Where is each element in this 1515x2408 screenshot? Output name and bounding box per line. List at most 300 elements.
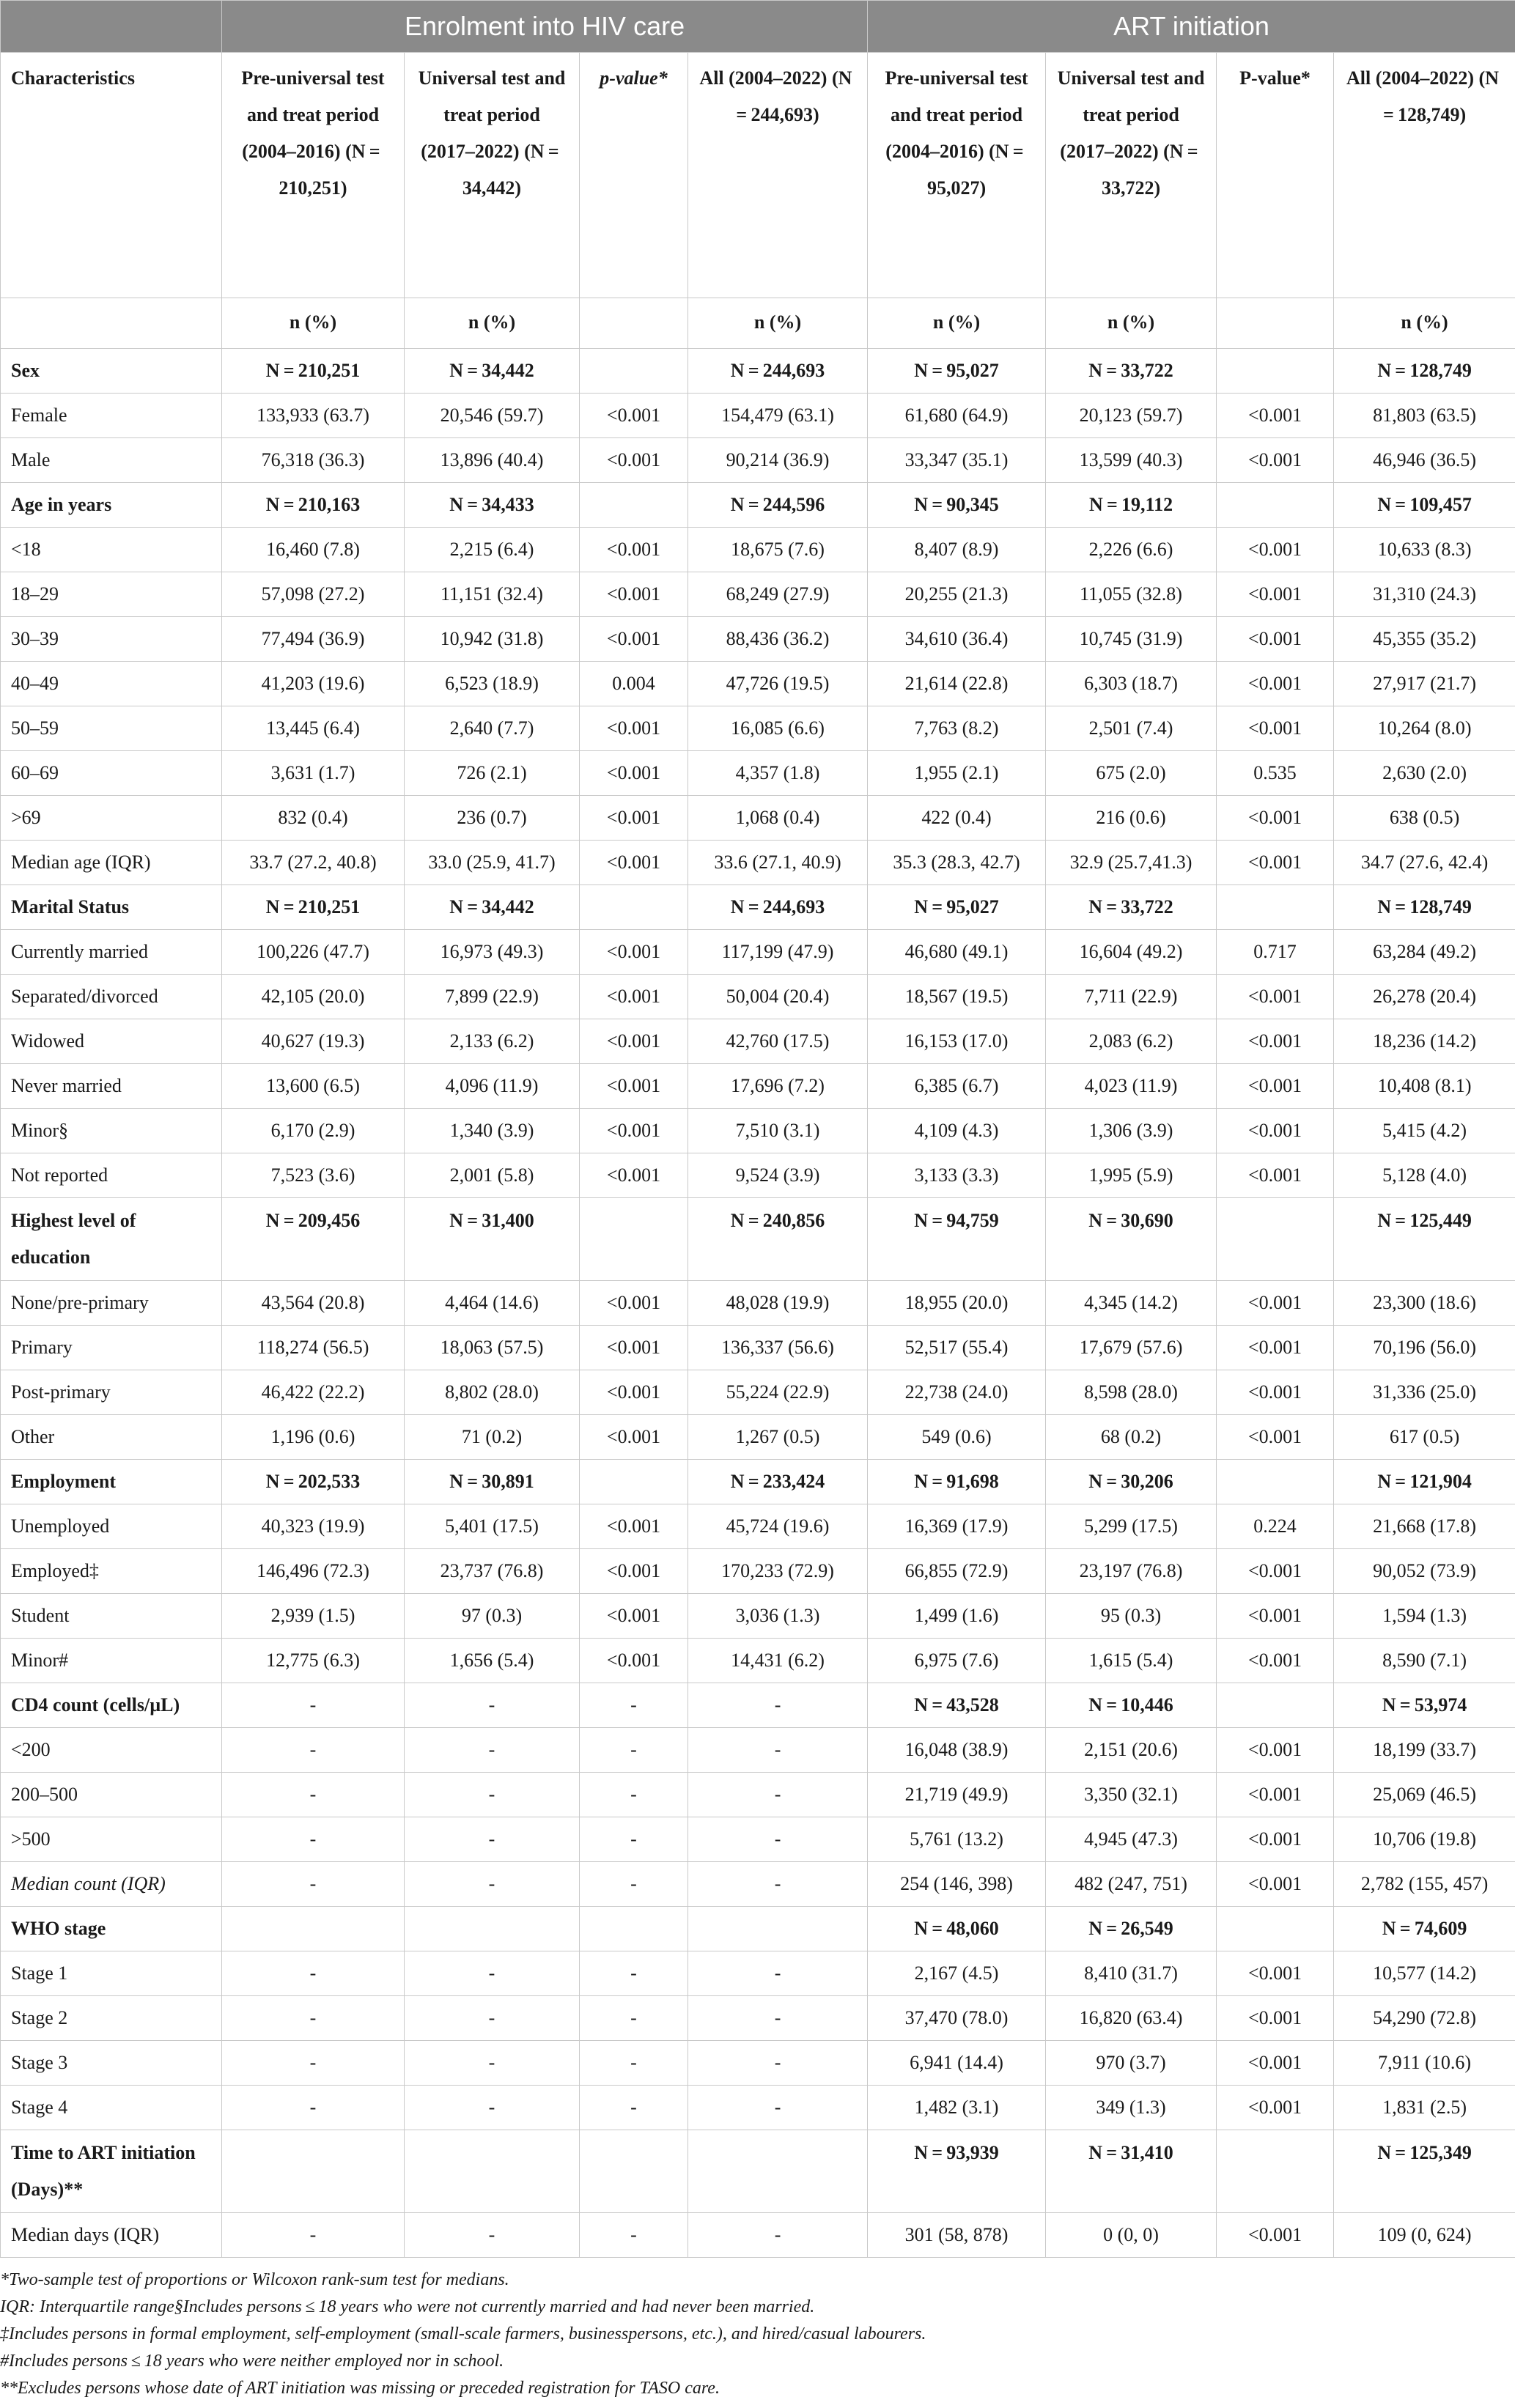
table-cell: <0.001 — [1217, 1996, 1334, 2041]
table-cell: 3,036 (1.3) — [688, 1594, 868, 1639]
col-header-enrol-pre-utt: Pre-universal test and treat period (2004–2016) (N = 210,251) — [222, 53, 405, 298]
footnote: **Excludes persons whose date of ART initiation was missing or preceded registration for TASO care. — [0, 2379, 720, 2398]
table-cell — [580, 349, 688, 394]
table-cell: 1,831 (2.5) — [1334, 2086, 1515, 2130]
table-row — [1, 1153, 1515, 1198]
table-cell — [1217, 1907, 1334, 1951]
table-cell: 3,350 (32.1) — [1046, 1773, 1217, 1817]
table-cell: 7,763 (8.2) — [868, 706, 1046, 751]
table-cell: N = 19,112 — [1046, 483, 1217, 528]
section-label: Age in years — [1, 483, 222, 528]
table-cell: 6,975 (7.6) — [868, 1639, 1046, 1683]
table-cell: 57,098 (27.2) — [222, 572, 405, 617]
table-cell: 13,896 (40.4) — [405, 438, 580, 483]
section-header-row — [1, 885, 1515, 930]
table-cell: 16,604 (49.2) — [1046, 930, 1217, 975]
table-cell: 5,415 (4.2) — [1334, 1109, 1515, 1153]
row-label: Stage 2 — [1, 1996, 222, 2041]
table-cell: - — [580, 1683, 688, 1728]
table-cell: 2,001 (5.8) — [405, 1153, 580, 1198]
table-cell: 170,233 (72.9) — [688, 1549, 868, 1594]
table-cell: 17,679 (57.6) — [1046, 1326, 1217, 1370]
table-cell: - — [580, 2086, 688, 2130]
table-cell: 52,517 (55.4) — [868, 1326, 1046, 1370]
table-cell: <0.001 — [580, 1281, 688, 1326]
table-cell: <0.001 — [1217, 1153, 1334, 1198]
section-header-row — [1, 483, 1515, 528]
table-cell: <0.001 — [1217, 662, 1334, 706]
footnote: *Two-sample test of proportions or Wilcoxon rank-sum test for medians. — [0, 2270, 509, 2289]
table-cell: - — [688, 2086, 868, 2130]
table-cell: N = 125,449 — [1334, 1198, 1515, 1281]
table-cell: - — [688, 1951, 868, 1996]
table-cell: 10,633 (8.3) — [1334, 528, 1515, 572]
table-cell: <0.001 — [1217, 1951, 1334, 1996]
section-label: Sex — [1, 349, 222, 394]
table-cell: 2,151 (20.6) — [1046, 1728, 1217, 1773]
table-cell: <0.001 — [1217, 1549, 1334, 1594]
table-cell: <0.001 — [580, 975, 688, 1019]
table-cell: - — [222, 1773, 405, 1817]
table-cell: 1,995 (5.9) — [1046, 1153, 1217, 1198]
table-cell: 12,775 (6.3) — [222, 1639, 405, 1683]
row-label: Stage 3 — [1, 2041, 222, 2086]
table-cell: - — [688, 1773, 868, 1817]
table-cell: 1,499 (1.6) — [868, 1594, 1046, 1639]
section-label: CD4 count (cells/µL) — [1, 1683, 222, 1728]
table-cell: <0.001 — [580, 1415, 688, 1460]
table-cell: 7,911 (10.6) — [1334, 2041, 1515, 2086]
col-header-art-pvalue: P-value* — [1217, 53, 1334, 298]
table-cell: 21,719 (49.9) — [868, 1773, 1046, 1817]
table-cell: 48,028 (19.9) — [688, 1281, 868, 1326]
table-cell: 46,946 (36.5) — [1334, 438, 1515, 483]
table-cell: 1,306 (3.9) — [1046, 1109, 1217, 1153]
table-cell — [1217, 349, 1334, 394]
table-cell: N = 90,345 — [868, 483, 1046, 528]
table-cell: N = 48,060 — [868, 1907, 1046, 1951]
table-cell: 10,577 (14.2) — [1334, 1951, 1515, 1996]
table-cell: 14,431 (6.2) — [688, 1639, 868, 1683]
table-row — [1, 1773, 1515, 1817]
table-cell: N = 95,027 — [868, 349, 1046, 394]
table-cell: 136,337 (56.6) — [688, 1326, 868, 1370]
col-header-enrol-all: All (2004–2022) (N = 244,693) — [688, 53, 868, 298]
table-cell: 6,170 (2.9) — [222, 1109, 405, 1153]
table-cell: 0.535 — [1217, 751, 1334, 796]
table-cell: 41,203 (19.6) — [222, 662, 405, 706]
table-cell: 1,340 (3.9) — [405, 1109, 580, 1153]
table-cell: N = 125,349 — [1334, 2130, 1515, 2213]
table-cell: N = 33,722 — [1046, 885, 1217, 930]
table-cell: <0.001 — [1217, 706, 1334, 751]
table-cell: 8,407 (8.9) — [868, 528, 1046, 572]
table-cell: 20,546 (59.7) — [405, 394, 580, 438]
table-cell: - — [405, 1951, 580, 1996]
table-row — [1, 1594, 1515, 1639]
table-cell: - — [405, 2213, 580, 2258]
table-cell: 43,564 (20.8) — [222, 1281, 405, 1326]
table-cell: 63,284 (49.2) — [1334, 930, 1515, 975]
table-cell — [1217, 483, 1334, 528]
table-cell: <0.001 — [580, 1019, 688, 1064]
table-cell: - — [580, 2041, 688, 2086]
table-cell: <0.001 — [580, 930, 688, 975]
table-cell: N = 31,410 — [1046, 2130, 1217, 2213]
col-header-enrol-utt: Universal test and treat period (2017–2022) (N = 34,442) — [405, 53, 580, 298]
table-cell: <0.001 — [580, 706, 688, 751]
row-label: Not reported — [1, 1153, 222, 1198]
table-cell: 1,068 (0.4) — [688, 796, 868, 841]
table-cell: N = 95,027 — [868, 885, 1046, 930]
table-cell: 1,196 (0.6) — [222, 1415, 405, 1460]
table-cell — [580, 1460, 688, 1504]
table-row — [1, 1639, 1515, 1683]
unit-cell: n (%) — [1046, 298, 1217, 349]
table-cell: 5,761 (13.2) — [868, 1817, 1046, 1862]
table-cell: 33,347 (35.1) — [868, 438, 1046, 483]
table-row — [1, 1549, 1515, 1594]
table-cell: - — [222, 2041, 405, 2086]
table-row — [1, 1281, 1515, 1326]
table-cell: 10,706 (19.8) — [1334, 1817, 1515, 1862]
table-cell: 2,782 (155, 457) — [1334, 1862, 1515, 1907]
table-cell: 50,004 (20.4) — [688, 975, 868, 1019]
table-row — [1, 1951, 1515, 1996]
table-cell — [405, 1907, 580, 1951]
table-cell: 40,627 (19.3) — [222, 1019, 405, 1064]
table-cell: 7,711 (22.9) — [1046, 975, 1217, 1019]
table-cell: 23,197 (76.8) — [1046, 1549, 1217, 1594]
table-cell: - — [405, 2086, 580, 2130]
table-cell: 95 (0.3) — [1046, 1594, 1217, 1639]
table-cell: <0.001 — [1217, 1109, 1334, 1153]
table-cell: 31,336 (25.0) — [1334, 1370, 1515, 1415]
table-cell: 18,199 (33.7) — [1334, 1728, 1515, 1773]
table-cell: 18,567 (19.5) — [868, 975, 1046, 1019]
table-cell: N = 30,891 — [405, 1460, 580, 1504]
table-cell: 10,942 (31.8) — [405, 617, 580, 662]
table-row — [1, 1996, 1515, 2041]
table-cell — [1217, 2130, 1334, 2213]
row-label: Unemployed — [1, 1504, 222, 1549]
table-row — [1, 930, 1515, 975]
table-cell: 46,422 (22.2) — [222, 1370, 405, 1415]
table-row — [1, 1817, 1515, 1862]
section-label: Highest level of education — [1, 1198, 222, 1281]
table-cell: 16,048 (38.9) — [868, 1728, 1046, 1773]
table-cell: 22,738 (24.0) — [868, 1370, 1046, 1415]
table-cell: 2,939 (1.5) — [222, 1594, 405, 1639]
table-cell: 13,599 (40.3) — [1046, 438, 1217, 483]
table-cell — [580, 1198, 688, 1281]
table-cell: 17,696 (7.2) — [688, 1064, 868, 1109]
table-cell: 54,290 (72.8) — [1334, 1996, 1515, 2041]
table-row — [1, 751, 1515, 796]
table-cell: 7,899 (22.9) — [405, 975, 580, 1019]
row-label: Minor# — [1, 1639, 222, 1683]
table-cell: - — [222, 1862, 405, 1907]
table-cell: <0.001 — [1217, 1728, 1334, 1773]
row-label: Female — [1, 394, 222, 438]
unit-cell — [1, 298, 222, 349]
table-cell: <0.001 — [580, 1639, 688, 1683]
section-header-row — [1, 1198, 1515, 1281]
row-label: 30–39 — [1, 617, 222, 662]
table-cell: 71 (0.2) — [405, 1415, 580, 1460]
table-cell: N = 244,693 — [688, 885, 868, 930]
table-cell — [580, 2130, 688, 2213]
table-cell: 617 (0.5) — [1334, 1415, 1515, 1460]
table-cell: 20,123 (59.7) — [1046, 394, 1217, 438]
row-label: Separated/divorced — [1, 975, 222, 1019]
table-cell: 2,083 (6.2) — [1046, 1019, 1217, 1064]
table-cell: <0.001 — [1217, 1773, 1334, 1817]
table-cell: 6,941 (14.4) — [868, 2041, 1046, 2086]
table-cell — [1217, 1460, 1334, 1504]
table-row — [1, 1728, 1515, 1773]
table-cell: 7,523 (3.6) — [222, 1153, 405, 1198]
table-cell: - — [580, 1728, 688, 1773]
table-cell: 32.9 (25.7,41.3) — [1046, 841, 1217, 885]
table-cell: 18,236 (14.2) — [1334, 1019, 1515, 1064]
table-cell: <0.001 — [1217, 1817, 1334, 1862]
table-cell: - — [580, 1951, 688, 1996]
table-cell: 10,264 (8.0) — [1334, 706, 1515, 751]
table-cell: <0.001 — [1217, 841, 1334, 885]
table-cell: 8,590 (7.1) — [1334, 1639, 1515, 1683]
row-label: Widowed — [1, 1019, 222, 1064]
table-body — [1, 349, 1515, 2258]
table-cell: N = 91,698 — [868, 1460, 1046, 1504]
table-cell: <0.001 — [1217, 617, 1334, 662]
table-cell: 45,724 (19.6) — [688, 1504, 868, 1549]
table-cell: 45,355 (35.2) — [1334, 617, 1515, 662]
table-cell: <0.001 — [580, 1504, 688, 1549]
section-label: Time to ART initiation (Days)** — [1, 2130, 222, 2213]
table-cell: <0.001 — [580, 1594, 688, 1639]
table-cell — [222, 2130, 405, 2213]
table-cell: 6,385 (6.7) — [868, 1064, 1046, 1109]
table-cell: 37,470 (78.0) — [868, 1996, 1046, 2041]
group-header-enrolment: Enrolment into HIV care — [222, 1, 868, 53]
table-cell: <0.001 — [1217, 1019, 1334, 1064]
table-cell: 6,303 (18.7) — [1046, 662, 1217, 706]
table-cell: 3,133 (3.3) — [868, 1153, 1046, 1198]
table-cell: N = 128,749 — [1334, 885, 1515, 930]
table-cell: <0.001 — [1217, 975, 1334, 1019]
table-cell: 34,610 (36.4) — [868, 617, 1046, 662]
row-label: Median days (IQR) — [1, 2213, 222, 2258]
unit-cell: n (%) — [222, 298, 405, 349]
table-cell: 301 (58, 878) — [868, 2213, 1046, 2258]
table-cell: 349 (1.3) — [1046, 2086, 1217, 2130]
table-cell: - — [222, 1951, 405, 1996]
table-row — [1, 438, 1515, 483]
section-label: WHO stage — [1, 1907, 222, 1951]
table-cell: - — [580, 1817, 688, 1862]
table-cell: 3,631 (1.7) — [222, 751, 405, 796]
table-row — [1, 662, 1515, 706]
table-cell: 118,274 (56.5) — [222, 1326, 405, 1370]
table-cell: - — [688, 2041, 868, 2086]
row-label: Stage 1 — [1, 1951, 222, 1996]
table-row — [1, 1326, 1515, 1370]
table-cell: - — [580, 1862, 688, 1907]
table-cell: - — [222, 2086, 405, 2130]
table-cell: 2,640 (7.7) — [405, 706, 580, 751]
table-cell: N = 202,533 — [222, 1460, 405, 1504]
table-cell: - — [222, 1728, 405, 1773]
table-cell: N = 121,904 — [1334, 1460, 1515, 1504]
table-row — [1, 572, 1515, 617]
table-cell: <0.001 — [580, 1109, 688, 1153]
table-cell: - — [688, 2213, 868, 2258]
unit-cell: n (%) — [1334, 298, 1515, 349]
table-cell: <0.001 — [580, 796, 688, 841]
table-cell — [1217, 1198, 1334, 1281]
row-label: 50–59 — [1, 706, 222, 751]
table-row — [1, 1019, 1515, 1064]
table-cell: 23,737 (76.8) — [405, 1549, 580, 1594]
row-label: Minor§ — [1, 1109, 222, 1153]
table-cell: 6,523 (18.9) — [405, 662, 580, 706]
table-cell: 16,085 (6.6) — [688, 706, 868, 751]
table-cell: 4,096 (11.9) — [405, 1064, 580, 1109]
group-header-row — [1, 1, 1515, 53]
table-cell — [688, 1907, 868, 1951]
table-cell: N = 53,974 — [1334, 1683, 1515, 1728]
table-cell: 638 (0.5) — [1334, 796, 1515, 841]
row-label: Post-primary — [1, 1370, 222, 1415]
table-cell: 20,255 (21.3) — [868, 572, 1046, 617]
table-cell: <0.001 — [580, 572, 688, 617]
table-row — [1, 528, 1515, 572]
table-cell — [222, 1907, 405, 1951]
table-cell: 0.004 — [580, 662, 688, 706]
table-row — [1, 706, 1515, 751]
table-cell: 2,501 (7.4) — [1046, 706, 1217, 751]
table-cell: N = 30,690 — [1046, 1198, 1217, 1281]
table-cell: N = 10,446 — [1046, 1683, 1217, 1728]
unit-cell: n (%) — [405, 298, 580, 349]
table-cell: N = 74,609 — [1334, 1907, 1515, 1951]
table-cell: <0.001 — [580, 617, 688, 662]
table-cell: N = 210,251 — [222, 349, 405, 394]
table-cell: - — [405, 1862, 580, 1907]
table-cell: 1,267 (0.5) — [688, 1415, 868, 1460]
table-cell: 35.3 (28.3, 42.7) — [868, 841, 1046, 885]
table-cell: N = 128,749 — [1334, 349, 1515, 394]
table-cell: 68 (0.2) — [1046, 1415, 1217, 1460]
table-cell — [580, 1907, 688, 1951]
table-cell: 31,310 (24.3) — [1334, 572, 1515, 617]
table-cell: 5,401 (17.5) — [405, 1504, 580, 1549]
table-cell: 4,357 (1.8) — [688, 751, 868, 796]
table-row — [1, 1370, 1515, 1415]
table-cell: 21,614 (22.8) — [868, 662, 1046, 706]
row-label: Male — [1, 438, 222, 483]
section-label: Employment — [1, 1460, 222, 1504]
table-cell: N = 210,251 — [222, 885, 405, 930]
col-header-characteristics: Characteristics — [1, 53, 222, 298]
table-cell: 16,820 (63.4) — [1046, 1996, 1217, 2041]
table-row — [1, 1109, 1515, 1153]
table-cell: 8,598 (28.0) — [1046, 1370, 1217, 1415]
unit-row — [1, 298, 1515, 349]
table-row — [1, 1064, 1515, 1109]
table-cell: 5,128 (4.0) — [1334, 1153, 1515, 1198]
table-cell: <0.001 — [1217, 2213, 1334, 2258]
table-cell: 4,464 (14.6) — [405, 1281, 580, 1326]
unit-cell — [1217, 298, 1334, 349]
table-cell: N = 31,400 — [405, 1198, 580, 1281]
table-cell: 4,345 (14.2) — [1046, 1281, 1217, 1326]
table-cell: N = 26,549 — [1046, 1907, 1217, 1951]
table-cell: 482 (247, 751) — [1046, 1862, 1217, 1907]
table-cell: N = 244,693 — [688, 349, 868, 394]
table-cell: 18,063 (57.5) — [405, 1326, 580, 1370]
table-cell: <0.001 — [1217, 1326, 1334, 1370]
table-cell: <0.001 — [580, 394, 688, 438]
table-cell: <0.001 — [580, 751, 688, 796]
table-cell: 254 (146, 398) — [868, 1862, 1046, 1907]
table-cell: 90,214 (36.9) — [688, 438, 868, 483]
row-label: 60–69 — [1, 751, 222, 796]
table-row — [1, 2041, 1515, 2086]
col-header-art-all: All (2004–2022) (N = 128,749) — [1334, 53, 1515, 298]
table-cell: 236 (0.7) — [405, 796, 580, 841]
table-cell: 16,460 (7.8) — [222, 528, 405, 572]
table-cell: - — [222, 1817, 405, 1862]
table-cell — [688, 2130, 868, 2213]
group-header-blank — [1, 1, 222, 53]
table-cell: 34.7 (27.6, 42.4) — [1334, 841, 1515, 885]
table-cell: 832 (0.4) — [222, 796, 405, 841]
table-cell: - — [688, 1683, 868, 1728]
col-header-art-utt: Universal test and treat period (2017–2022) (N = 33,722) — [1046, 53, 1217, 298]
table-cell: 109 (0, 624) — [1334, 2213, 1515, 2258]
table-cell — [1217, 885, 1334, 930]
table-cell: - — [222, 1683, 405, 1728]
col-header-enrol-pvalue: p-value* — [580, 53, 688, 298]
table-cell: <0.001 — [1217, 2086, 1334, 2130]
table-cell: 27,917 (21.7) — [1334, 662, 1515, 706]
table-cell: <0.001 — [580, 1549, 688, 1594]
table-row — [1, 975, 1515, 1019]
table-cell: 18,675 (7.6) — [688, 528, 868, 572]
table-cell: - — [405, 1773, 580, 1817]
table-cell: N = 109,457 — [1334, 483, 1515, 528]
table-cell: 2,133 (6.2) — [405, 1019, 580, 1064]
table-cell: 70,196 (56.0) — [1334, 1326, 1515, 1370]
footnote: #Includes persons ≤ 18 years who were neither employed nor in school. — [0, 2352, 504, 2371]
table-cell — [1217, 1683, 1334, 1728]
table-cell: - — [580, 1996, 688, 2041]
table-cell: - — [405, 2041, 580, 2086]
row-label: Employed‡ — [1, 1549, 222, 1594]
table-cell: 21,668 (17.8) — [1334, 1504, 1515, 1549]
row-label: Currently married — [1, 930, 222, 975]
table-cell: N = 34,442 — [405, 349, 580, 394]
table-cell: N = 210,163 — [222, 483, 405, 528]
table-cell: 77,494 (36.9) — [222, 617, 405, 662]
table-cell: 4,109 (4.3) — [868, 1109, 1046, 1153]
table-cell: 25,069 (46.5) — [1334, 1773, 1515, 1817]
table-cell: N = 34,442 — [405, 885, 580, 930]
footnote: ‡Includes persons in formal employment, self-employment (small-scale farmers, businesspersons, etc.), and hired/casual labourers. — [0, 2324, 926, 2344]
table-cell: 2,630 (2.0) — [1334, 751, 1515, 796]
